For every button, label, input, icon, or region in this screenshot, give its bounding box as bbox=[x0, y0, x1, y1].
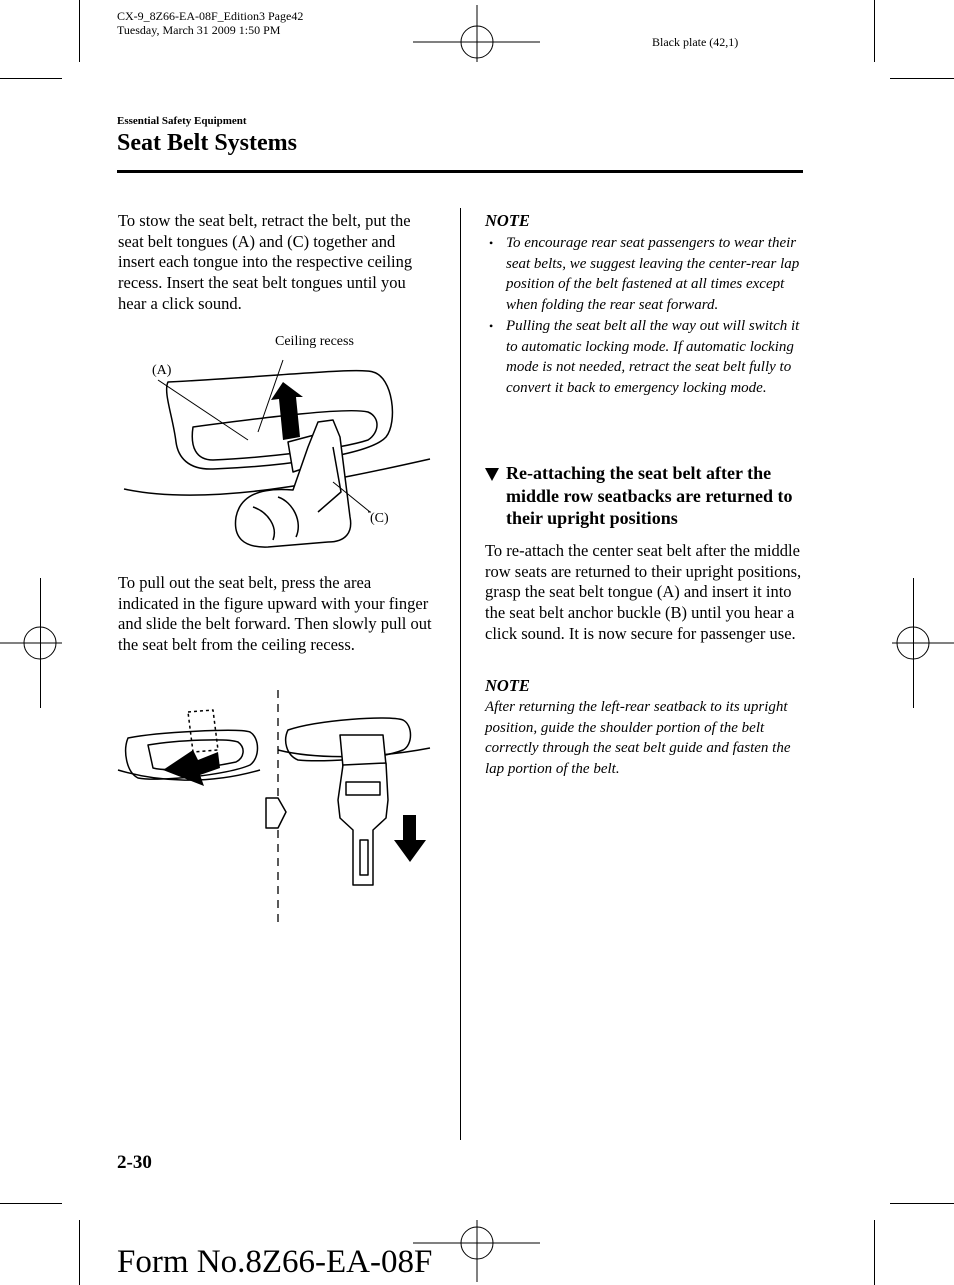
label-ceiling-recess: Ceiling recess bbox=[275, 334, 354, 349]
reattach-subheading-text: Re-attaching the seat belt after the middle row seatbacks are returned to their upright positions bbox=[506, 463, 793, 528]
form-number: Form No.8Z66-EA-08F bbox=[117, 1244, 433, 1280]
column-divider bbox=[460, 208, 461, 1140]
note2-text: After returning the left-rear seatback to its upright position, guide the shoulder portion of the belt correctly through the seat belt guide and fasten the lap portion of the belt. bbox=[485, 699, 791, 778]
label-c: (C) bbox=[370, 511, 389, 526]
note2-heading: NOTE bbox=[485, 676, 530, 695]
note1-list bbox=[485, 233, 803, 399]
page-title: Seat Belt Systems bbox=[117, 130, 297, 156]
reattach-instructions: To re-attach the center seat belt after the middle row seats are returned to their upright positions, grasp the seat belt tongue (A) and insert it into the seat belt anchor buckle (B) until you hear a click sound. It is now secure for passenger use. bbox=[485, 541, 802, 643]
print-header-line2: Tuesday, March 31 2009 1:50 PM bbox=[117, 23, 281, 37]
print-header-line1: CX-9_8Z66-EA-08F_Edition3 Page42 bbox=[117, 9, 304, 23]
label-a: (A) bbox=[152, 363, 172, 378]
figure-stow-seatbelt bbox=[118, 352, 433, 562]
pull-out-instructions: To pull out the seat belt, press the area indicated in the figure upward with your finger and slide the belt forward. Then slowly pull out the seat belt from the ceiling recess. bbox=[118, 573, 432, 655]
note1-heading: NOTE bbox=[485, 211, 530, 230]
note1-item: • To encourage rear seat passengers to wear their seat belts, we suggest leaving the center-rear lap position of the belt fastened at all times except when folding the rear seat forward. bbox=[485, 233, 803, 316]
triangle-icon bbox=[485, 468, 499, 481]
stow-instructions: To stow the seat belt, retract the belt, put the seat belt tongues (A) and (C) together and insert each tongue into the respective ceiling recess. Insert the seat belt tongues until you hear a click sound. bbox=[118, 211, 413, 313]
figure-pull-out-seatbelt bbox=[118, 690, 433, 925]
page-number: 2-30 bbox=[117, 1152, 152, 1173]
title-rule bbox=[117, 170, 803, 173]
reattach-subheading bbox=[485, 462, 803, 530]
section-label: Essential Safety Equipment bbox=[117, 115, 247, 127]
print-header-plate: Black plate (42,1) bbox=[652, 35, 739, 49]
note1-item: • Pulling the seat belt all the way out will switch it to automatic locking mode. If automatic locking mode is not needed, retract the seat belt fully to convert it back to emergency locking mode. bbox=[485, 316, 803, 399]
